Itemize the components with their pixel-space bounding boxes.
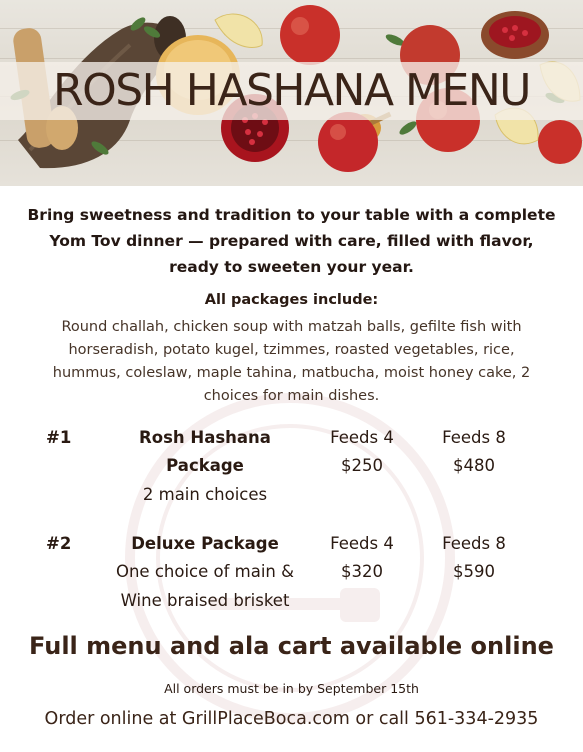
price: $480 — [453, 456, 495, 475]
header-banner — [0, 0, 583, 186]
page-title: ROSH HASHANA MENU — [53, 65, 530, 116]
price: $590 — [453, 562, 495, 581]
includes-line: Round challah, chicken soup with matzah balls, gefilte fish with — [61, 319, 522, 335]
feeds-label: Feeds 8 — [442, 428, 506, 447]
package-name: Package — [166, 456, 244, 475]
package-number: #2 — [46, 534, 72, 553]
price: $250 — [341, 456, 383, 475]
order-contact-line: Order online at GrillPlaceBoca.com or call 561-334-2935 — [44, 709, 539, 729]
package-name: Deluxe Package — [131, 534, 279, 553]
includes-line: choices for main dishes. — [203, 388, 380, 404]
feeds-label: Feeds 4 — [330, 534, 394, 553]
price: $320 — [341, 562, 383, 581]
intro-line: ready to sweeten your year. — [169, 258, 414, 276]
feeds-label: Feeds 4 — [330, 428, 394, 447]
feeds-label: Feeds 8 — [442, 534, 506, 553]
package-detail: Wine braised brisket — [120, 591, 290, 610]
package-number: #1 — [46, 428, 72, 447]
includes-line: horseradish, potato kugel, tzimmes, roasted vegetables, rice, — [68, 342, 515, 358]
package-detail: 2 main choices — [142, 485, 268, 504]
includes-heading: All packages include: — [204, 292, 379, 308]
intro-text — [0, 202, 583, 280]
intro-line: Bring sweetness and tradition to your table with a complete — [27, 206, 556, 224]
package-detail: One choice of main & — [115, 562, 294, 581]
includes-list — [34, 316, 549, 408]
includes-line: hummus, coleslaw, maple tahina, matbucha, moist honey cake, 2 — [52, 365, 531, 381]
order-deadline: All orders must be in by September 15th — [164, 681, 419, 696]
intro-line: Yom Tov dinner — prepared with care, filled with flavor, — [49, 232, 534, 250]
package-name: Rosh Hashana — [139, 428, 271, 447]
online-availability-heading: Full menu and ala cart available online — [29, 632, 554, 660]
